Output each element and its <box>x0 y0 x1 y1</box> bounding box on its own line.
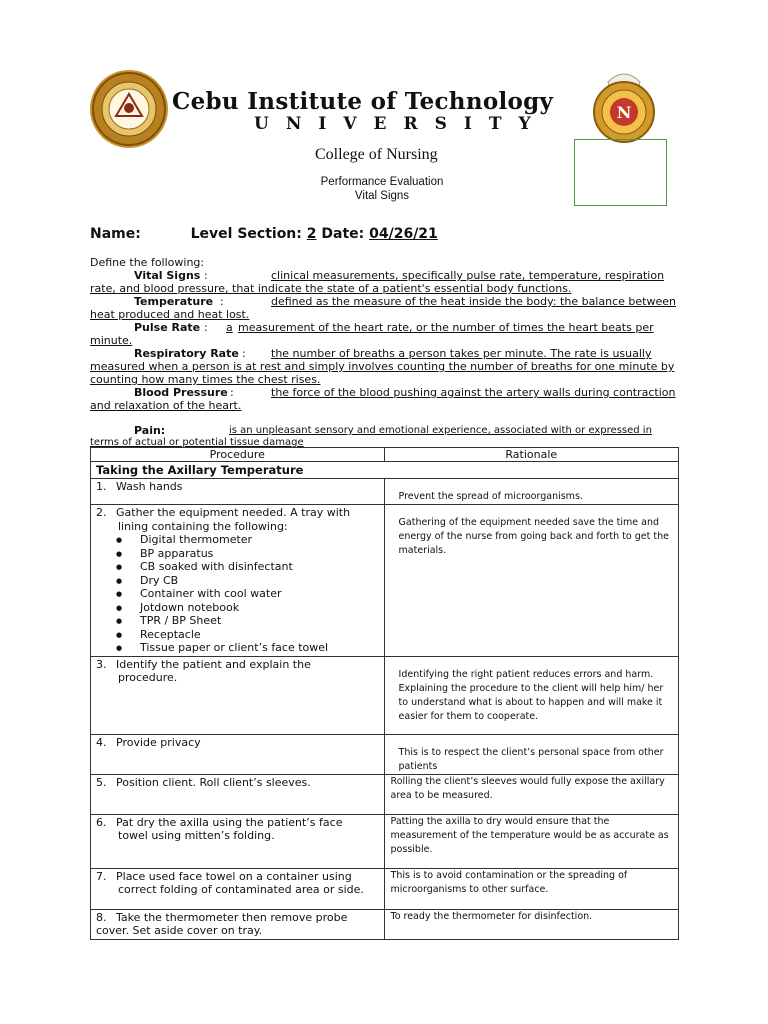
list-item: ● TPR / BP Sheet <box>140 614 380 628</box>
rationale-text: Identifying the right patient reduces errors and harm. Explaining the procedure to the client will help him/ her to understand what is about to happen and will make it easier for them to cooperate. <box>398 668 664 722</box>
list-item: ● BP apparatus <box>140 547 380 561</box>
definition-text: and relaxation of the heart. <box>90 399 242 412</box>
procedure-cell <box>91 734 385 774</box>
definition-text: defined as the measure of the heat inside the body: the balance between <box>271 295 676 308</box>
rationale-text: Rolling the client’s sleeves would fully expose the axillary area to be measured. <box>390 775 665 801</box>
procedure-cell <box>91 505 385 657</box>
definition-text: minute. <box>90 334 133 347</box>
photo-box <box>574 139 667 206</box>
rationale-cell <box>384 814 678 868</box>
university-name: Cebu Institute of Technology <box>172 88 554 115</box>
definition-text: heat produced and heat lost. <box>90 308 250 321</box>
step-text: Provide privacy <box>116 735 201 749</box>
step-text: correct folding of contaminated area or side. <box>118 883 364 896</box>
step-text: towel using mitten’s folding. <box>118 829 275 842</box>
rationale-text: Patting the axilla to dry would ensure that the measurement of the temperature would be as accurate as possible. <box>390 815 669 855</box>
list-item: ● Tissue paper or client’s face towel <box>140 641 380 655</box>
step-text: lining containing the following: <box>118 519 288 533</box>
university-seal-icon <box>90 70 168 148</box>
table-row <box>91 505 679 657</box>
definition-temperature <box>90 295 680 308</box>
column-header-rationale: Rationale <box>384 448 678 462</box>
step-number: 5. <box>96 775 107 789</box>
table-row <box>91 734 679 774</box>
procedure-cell <box>91 909 385 939</box>
date-label: Date: <box>321 226 365 242</box>
step-text: Wash hands <box>116 480 183 493</box>
procedure-table <box>90 447 679 940</box>
table-row <box>91 774 679 814</box>
table-row <box>91 868 679 909</box>
step-number: 7. <box>96 869 107 883</box>
term: Blood Pressure <box>134 386 228 399</box>
definition-respiratory-rate <box>90 347 680 360</box>
table-section-row <box>91 462 679 479</box>
equipment-list <box>96 533 380 655</box>
rationale-cell <box>384 734 678 774</box>
list-item: ● Digital thermometer <box>140 533 380 547</box>
rationale-cell <box>384 868 678 909</box>
list-item: ● Jotdown notebook <box>140 601 380 615</box>
rationale-cell <box>384 656 678 734</box>
procedure-cell <box>91 814 385 868</box>
step-text: Identify the patient and explain the <box>116 657 311 671</box>
step-number: 2. <box>96 506 107 519</box>
definitions-intro: Define the following: <box>90 256 205 269</box>
doc-subtitle: Vital Signs <box>354 190 410 202</box>
procedure-cell <box>91 868 385 909</box>
definition-pain <box>90 424 680 437</box>
list-item: ● Container with cool water <box>140 587 380 601</box>
definition-text: counting how many times the chest rises. <box>90 373 321 386</box>
table-row <box>91 909 679 939</box>
procedure-cell <box>91 479 385 505</box>
rationale-text: This is to avoid contamination or the spreading of microorganisms to other surface. <box>390 869 628 895</box>
term-colon: : <box>220 295 224 308</box>
step-text: Pat dry the axilla using the patient’s face <box>116 815 343 829</box>
column-header-procedure: Procedure <box>91 448 385 462</box>
procedure-cell <box>91 774 385 814</box>
name-row <box>90 226 438 242</box>
rationale-cell <box>384 505 678 657</box>
procedure-cell <box>91 656 385 734</box>
rationale-cell <box>384 479 678 505</box>
step-number: 3. <box>96 657 107 671</box>
term: Pain: <box>134 424 166 437</box>
definition-text: is an unpleasant sensory and emotional experience, associated with or expressed in <box>229 425 652 436</box>
step-text: Gather the equipment needed. A tray with <box>116 506 351 519</box>
list-item: ● Receptacle <box>140 628 380 642</box>
definitions <box>90 256 680 448</box>
step-text: procedure. <box>118 671 178 684</box>
level-section-value: 2 <box>306 226 317 242</box>
step-text: cover. Set aside cover on tray. <box>96 924 263 937</box>
list-item: ● Dry CB <box>140 574 380 588</box>
definition-text: measured when a person is at rest and simply involves counting the number of breaths for one minute by <box>90 360 675 373</box>
table-row <box>91 479 679 505</box>
college-of-nursing-seal-icon <box>586 68 662 144</box>
step-text: Place used face towel on a container using <box>116 869 352 883</box>
section-title: Taking the Axillary Temperature <box>91 462 679 479</box>
table-header-row <box>91 448 679 462</box>
term: Temperature <box>134 295 214 308</box>
term-colon: : <box>242 347 246 360</box>
definition-pulse-rate <box>90 321 680 334</box>
table-row <box>91 656 679 734</box>
rationale-text: This is to respect the client’s personal space from other patients <box>398 746 664 772</box>
definition-text: the force of the blood pushing against the artery walls during contraction <box>271 386 676 399</box>
term: Vital Signs <box>134 269 201 282</box>
rationale-text: Prevent the spread of microorganisms. <box>398 491 583 502</box>
definition-text: measurement of the heart rate, or the number of times the heart beats per <box>238 321 654 334</box>
definition-text: the number of breaths a person takes per minute. The rate is usually <box>271 347 652 360</box>
svg-text:N: N <box>616 103 632 122</box>
doc-title: Performance Evaluation <box>320 176 444 188</box>
table-row <box>91 814 679 868</box>
rationale-text: Gathering of the equipment needed save the time and energy of the nurse from going back and forth to get the materials. <box>398 517 669 556</box>
name-label: Name: <box>90 226 141 242</box>
document-title <box>282 175 482 203</box>
list-item: ● CB soaked with disinfectant <box>140 560 380 574</box>
step-number: 4. <box>96 735 107 749</box>
definition-vital-signs <box>90 269 680 282</box>
college-name: College of Nursing <box>315 146 438 163</box>
step-number: 6. <box>96 815 107 829</box>
definition-text: clinical measurements, specifically pulse rate, temperature, respiration <box>271 269 665 282</box>
term: Pulse Rate <box>134 321 201 334</box>
rationale-cell <box>384 909 678 939</box>
definition-text: rate, and blood pressure, that indicate the state of a patient's essential body functions. <box>90 282 572 295</box>
rationale-cell <box>384 774 678 814</box>
term-colon: : <box>204 269 208 282</box>
step-number: 1. <box>96 480 107 493</box>
step-text: Position client. Roll client’s sleeves. <box>116 775 311 789</box>
term-colon: : <box>230 386 234 399</box>
term: Respiratory Rate <box>134 347 239 360</box>
definition-article: a <box>226 321 233 334</box>
definition-text: terms of actual or potential tissue damage <box>90 437 304 448</box>
level-section-label: Level Section: <box>190 226 302 242</box>
rationale-text: To ready the thermometer for disinfection. <box>390 910 593 922</box>
step-text: Take the thermometer then remove probe <box>116 910 348 924</box>
definition-blood-pressure <box>90 386 680 399</box>
step-number: 8. <box>96 910 107 924</box>
term-colon: : <box>204 321 208 334</box>
university-subtitle: UNIVERSITY <box>254 114 548 134</box>
date-value: 04/26/21 <box>369 226 438 242</box>
